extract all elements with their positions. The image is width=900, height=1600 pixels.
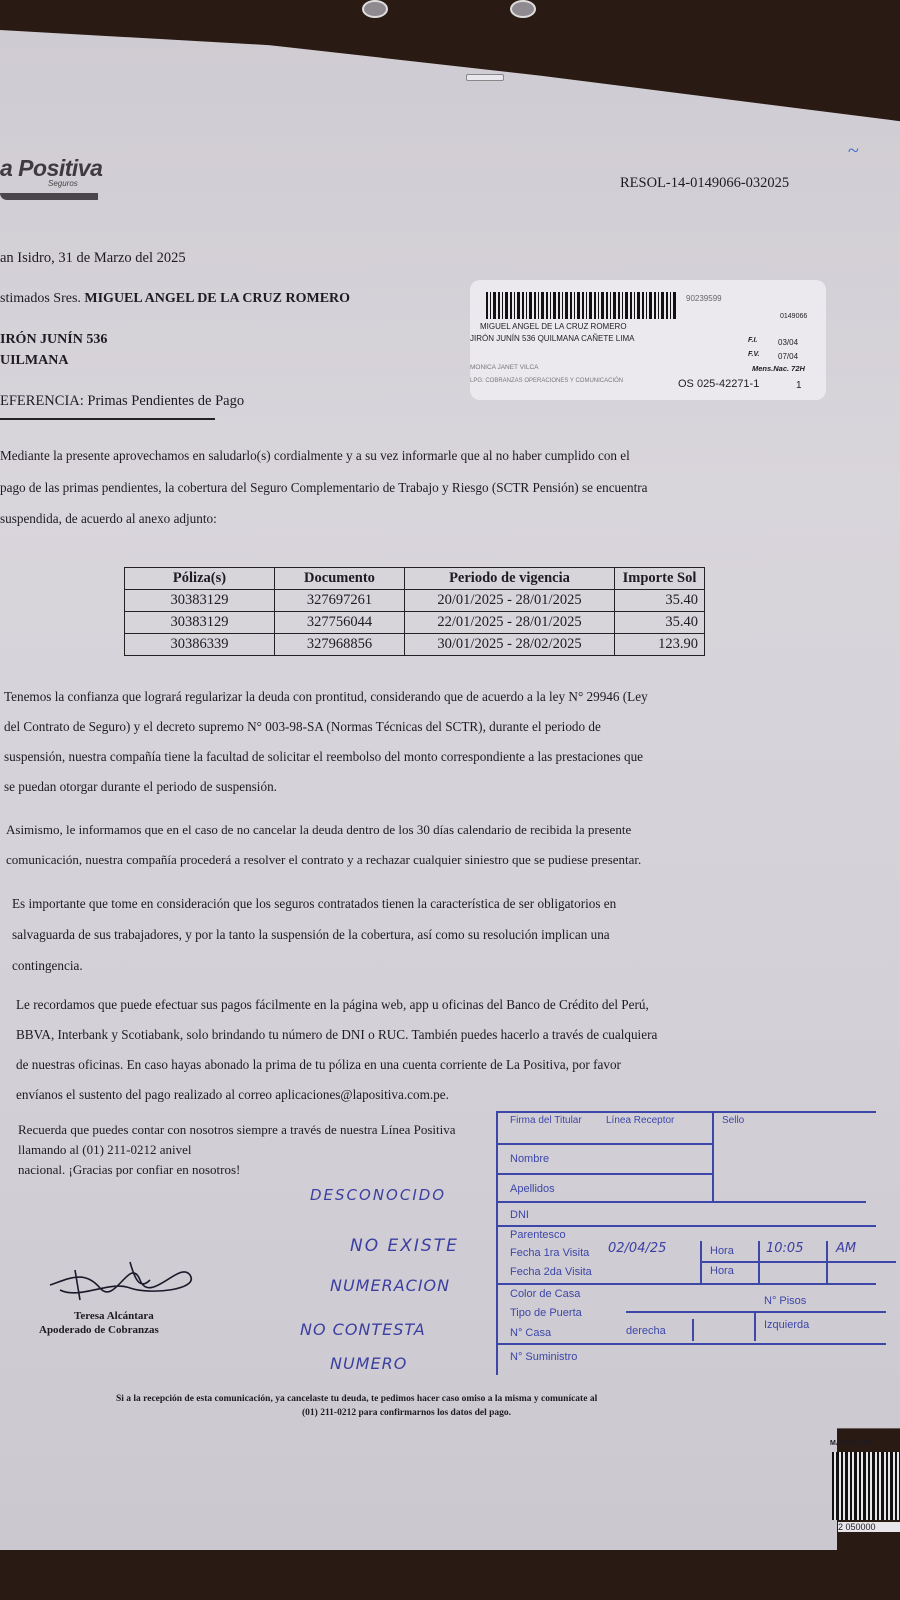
cell-periodo: 22/01/2025 - 28/01/2025 bbox=[405, 612, 615, 634]
stamp-fecha2-label: Fecha 2da Visita bbox=[510, 1266, 592, 1278]
text-line: suspendida, de acuerdo al anexo adjunto: bbox=[0, 511, 217, 526]
stamp-line bbox=[496, 1111, 876, 1113]
intro-paragraph bbox=[0, 440, 648, 535]
reference-underline bbox=[0, 418, 215, 420]
paragraph-payment bbox=[16, 990, 657, 1110]
logo-subtitle: Seguros bbox=[48, 179, 78, 188]
label-count: 1 bbox=[796, 380, 802, 391]
cell-documento: 327697261 bbox=[275, 590, 405, 612]
stamp-line bbox=[626, 1311, 886, 1313]
stamp-line bbox=[496, 1173, 712, 1175]
table-header-row bbox=[125, 568, 705, 590]
label-barcode bbox=[486, 292, 676, 319]
signatory-name: Teresa Alcántara bbox=[74, 1310, 154, 1322]
text-line: suspensión, nuestra compañía tiene la facultad de solicitar el reembolso del monto correspondiente a las prestaciones que bbox=[4, 749, 644, 764]
cell-periodo: 30/01/2025 - 28/02/2025 bbox=[405, 634, 615, 656]
mailing-label bbox=[470, 280, 826, 400]
label-department: LPG: COBRANZAS OPERACIONES Y COMUNICACIÓN bbox=[470, 378, 624, 384]
resolution-code: RESOL-14-0149066-032025 bbox=[620, 175, 790, 191]
stamp-line bbox=[496, 1143, 712, 1145]
stamp-puerta-label: Tipo de Puerta bbox=[510, 1307, 582, 1319]
stamp-fecha1-label: Fecha 1ra Visita bbox=[510, 1247, 590, 1259]
cell-periodo: 20/01/2025 - 28/01/2025 bbox=[405, 590, 615, 612]
label-fv: F.V. bbox=[748, 351, 760, 358]
stamp-hora-label: Hora bbox=[710, 1245, 734, 1257]
staple bbox=[466, 74, 504, 81]
handwritten-note: NUMERACION bbox=[330, 1276, 451, 1295]
stamp-border bbox=[496, 1113, 498, 1375]
text-line: Mediante la presente aprovechamos en saludarlo(s) cordialmente y a su vez informarle que al no haber cumplido con el bbox=[0, 448, 630, 463]
stamp-fecha1-value: 02/04/25 bbox=[608, 1241, 667, 1256]
label-fi: F.I. bbox=[748, 337, 758, 344]
stamp-sello-label: Sello bbox=[722, 1115, 745, 1126]
table-row bbox=[125, 634, 705, 656]
annex-table bbox=[124, 567, 705, 656]
recipient-name: MIGUEL ANGEL DE LA CRUZ ROMERO bbox=[84, 291, 351, 306]
stamp-line bbox=[496, 1343, 886, 1345]
table-row bbox=[125, 612, 705, 634]
text-line: Asimismo, le informamos que en el caso de no cancelar la deuda dentro de los 30 días calendario de recibida la presente bbox=[6, 822, 632, 837]
label-barcode-number: 90239599 bbox=[686, 294, 722, 303]
text-line: comunicación, nuestra compañía procederá a resolver el contrato y a rechazar cualquier siniestro que se pudiese presentar. bbox=[6, 852, 642, 867]
text-line: Le recordamos que puede efectuar sus pagos fácilmente en la página web, app u oficinas del Banco de Crédito del Perú, bbox=[16, 997, 649, 1012]
footer-line: Si a la recepción de esta comunicación, ya cancelaste tu deuda, te pedimos hacer caso omiso a la misma y comunícate al bbox=[116, 1394, 598, 1404]
stamp-divider bbox=[754, 1313, 756, 1341]
text-line: de nuestras oficinas. En caso hayas abonado la prima de tu póliza en una cuenta corriente de La Positiva, por favor bbox=[16, 1057, 621, 1072]
stamp-casa-label: N° Casa bbox=[510, 1327, 552, 1339]
cell-documento: 327756044 bbox=[275, 612, 405, 634]
stamp-line bbox=[496, 1225, 876, 1227]
stamp-divider bbox=[712, 1113, 714, 1203]
corner-barcode-number: 2 050000 bbox=[838, 1522, 900, 1532]
footer-line: (01) 211-0212 para confirmarnos los datos del pago. bbox=[302, 1408, 511, 1418]
label-fi-value: 03/04 bbox=[778, 338, 799, 347]
binder-hole bbox=[362, 0, 388, 18]
delivery-stamp bbox=[496, 1113, 896, 1375]
text-line: se puedan otorgar durante el periodo de suspensión. bbox=[4, 779, 277, 794]
paragraph-deadline bbox=[6, 815, 641, 875]
handwritten-note: NO CONTESTA bbox=[300, 1320, 426, 1339]
label-service: Mens.Nac. 72H bbox=[752, 364, 805, 373]
cell-importe: 123.90 bbox=[615, 634, 705, 656]
signatory-title: Apoderado de Cobranzas bbox=[39, 1324, 159, 1336]
paragraph-importance bbox=[12, 888, 616, 981]
label-agent: MONICA JANET VILCA bbox=[470, 364, 539, 371]
label-address: JIRÓN JUNÍN 536 QUILMANA CAÑETE LIMA bbox=[470, 334, 635, 343]
column-header: Póliza(s) bbox=[125, 568, 275, 590]
stamp-pisos-label: N° Pisos bbox=[764, 1295, 807, 1307]
stamp-receptor-label: Línea Receptor bbox=[606, 1115, 675, 1126]
cell-poliza: 30386339 bbox=[125, 634, 275, 656]
text-line: nacional. ¡Gracias por confiar en nosotros! bbox=[18, 1162, 241, 1177]
paragraph-contact bbox=[18, 1120, 492, 1180]
label-os-number: OS 025-42271-1 bbox=[678, 378, 760, 390]
stamp-firma-label: Firma del Titular bbox=[510, 1115, 582, 1126]
column-header: Periodo de vigencia bbox=[405, 568, 615, 590]
logo-text: a Positiva bbox=[0, 155, 103, 181]
stamp-divider bbox=[692, 1319, 694, 1341]
place-date: an Isidro, 31 de Marzo del 2025 bbox=[0, 250, 186, 266]
cell-documento: 327968856 bbox=[275, 634, 405, 656]
corner-barcode bbox=[832, 1452, 900, 1520]
stamp-line bbox=[496, 1201, 866, 1203]
address-line2: UILMANA bbox=[0, 353, 69, 368]
text-line: Es importante que tome en consideración que los seguros contratados tienen la característica de ser obligatorios en bbox=[12, 896, 617, 911]
salutation bbox=[0, 291, 350, 307]
address-line1: IRÓN JUNÍN 536 bbox=[0, 332, 108, 347]
stamp-color-casa-label: Color de Casa bbox=[510, 1288, 581, 1300]
salutation-prefix: stimados Sres. bbox=[0, 291, 81, 306]
column-header: Documento bbox=[275, 568, 405, 590]
text-line: pago de las primas pendientes, la cobertura del Seguro Complementario de Trabajo y Riesgo (SCTR Pensión) se encuentra bbox=[0, 479, 648, 495]
label-code: 0149066 bbox=[780, 313, 808, 320]
stamp-hora-value: 10:05 bbox=[766, 1241, 804, 1256]
text-line: envíanos el sustento del pago realizado al correo aplicaciones@lapositiva.com.pe. bbox=[16, 1087, 449, 1102]
column-header: Importe Sol bbox=[615, 568, 705, 590]
stamp-parentesco-label: Parentesco bbox=[510, 1229, 566, 1241]
text-line: BBVA, Interbank y Scotiabank, solo brindando tu número de DNI o RUC. También puedes hacerlo a través de cualquiera bbox=[16, 1027, 658, 1042]
reference: EFERENCIA: Primas Pendientes de Pago bbox=[0, 393, 245, 409]
stamp-ampm-value: AM bbox=[836, 1241, 857, 1256]
stamp-izquierda-label: Izquierda bbox=[764, 1319, 810, 1331]
pen-mark: ~ bbox=[848, 140, 859, 162]
text-line: del Contrato de Seguro) y el decreto supremo N° 003-98-SA (Normas Técnicas del SCTR), durante el periodo de bbox=[4, 719, 601, 734]
signature-scribble bbox=[40, 1250, 210, 1310]
cell-poliza: 30383129 bbox=[125, 590, 275, 612]
text-line: salvaguarda de sus trabajadores, y por la tanto la suspensión de la cobertura, así como su resolución implican una bbox=[12, 927, 610, 942]
cell-poliza: 30383129 bbox=[125, 612, 275, 634]
cell-importe: 35.40 bbox=[615, 612, 705, 634]
stamp-hora2-label: Hora bbox=[710, 1265, 734, 1277]
stamp-apellidos-label: Apellidos bbox=[510, 1183, 555, 1195]
stamp-line bbox=[496, 1283, 876, 1285]
text-line: Recuerda que puedes contar con nosotros siempre a través de nuestra Línea Positiva llamando al (01) 211-0212 anivel bbox=[18, 1122, 456, 1157]
text-line: contingencia. bbox=[12, 958, 83, 973]
binder-hole bbox=[510, 0, 536, 18]
company-logo bbox=[0, 155, 110, 205]
corner-barcode-label: MACHO DE I bbox=[830, 1440, 872, 1447]
handwritten-note: DESCONOCIDO bbox=[310, 1186, 447, 1204]
handwritten-note: NO EXISTE bbox=[350, 1236, 459, 1256]
stamp-dni-label: DNI bbox=[510, 1209, 529, 1221]
table-row bbox=[125, 590, 705, 612]
handwritten-note: NUMERO bbox=[330, 1354, 408, 1373]
stamp-suministro-label: N° Suministro bbox=[510, 1351, 578, 1363]
text-line: Tenemos la confianza que logrará regularizar la deuda con prontitud, considerando que de acuerdo a la ley N° 29946 (Ley bbox=[4, 689, 648, 704]
stamp-nombre-label: Nombre bbox=[510, 1153, 550, 1165]
logo-swoosh bbox=[0, 193, 98, 200]
paragraph-law bbox=[4, 682, 648, 802]
stamp-derecha-label: derecha bbox=[626, 1325, 666, 1337]
label-fv-value: 07/04 bbox=[778, 352, 799, 361]
cell-importe: 35.40 bbox=[615, 590, 705, 612]
label-name: MIGUEL ANGEL DE LA CRUZ ROMERO bbox=[480, 322, 627, 331]
stamp-line bbox=[700, 1261, 896, 1263]
